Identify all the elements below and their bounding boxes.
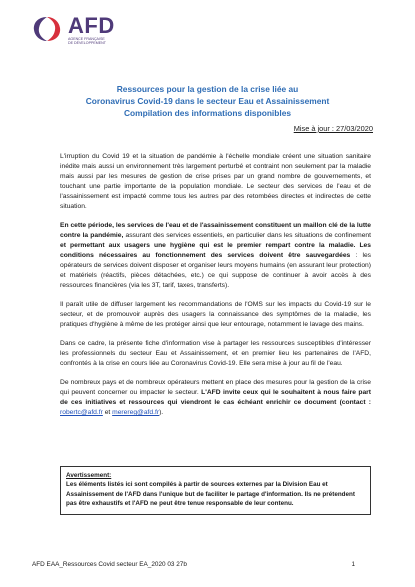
logo-tagline-line1: AGENCE FRANÇAISE — [68, 37, 105, 41]
paragraph-1: L'irruption du Covid 19 et la situation de pandémie à l'échelle mondiale créent une situation sanitaire inédite mais aussi un environnement très largement perturbé et contraint non seulement par la maladie mais aussi par les mesures de gestion de crise prises par un grand nombre de gouvernements, et touchant une partie importante de la population mondiale. Le secteur des services de l'eau et de l'assainissement est impacté comme tous les autres par des retombées directes et indirectes de cette situation. — [60, 153, 371, 210]
logo-tagline-line2: DE DÉVELOPPEMENT — [68, 41, 106, 45]
paragraph-3: Il paraît utile de diffuser largement les recommandations de l'OMS sur les impacts du Covid-19 sur le secteur, et de promouvoir auprès des usagers la connaissance des symptômes de la maladie, les pratiques d'hygiène à même de les protéger ainsi que leur entourage, notamment le lavage des mains. — [60, 301, 371, 328]
paragraph-5-bold: L'AFD invite ceux qui le souhaitent à nous faire part de ces initiatives et ressources qui viendront le cas échéant enrichir ce document — [60, 389, 371, 406]
paragraph-5 — [60, 378, 371, 418]
document-title — [40, 83, 375, 119]
paragraph-2-end: : les opérateurs de services doivent disposer et organiser leurs moyens humains (en assurant leur protection) et matériels (réactifs, pièces détachées, etc.) ce qui suppose de continuer à avoir accès à des ressources financières (via les 3T, tarif, taxes, transferts). — [60, 252, 372, 289]
afd-logo-mark-icon — [30, 14, 64, 44]
paragraph-2-bold-b: et permettant aux usagers une hygiène qui est le premier rempart contre la maladie. Les conditions nécessaires au fonctionnement des services doivent être sauvegardées — [60, 242, 371, 259]
page-number: 1 — [351, 561, 355, 568]
email-link-merereg[interactable]: merereg@afd.fr — [112, 409, 160, 416]
update-date-text: Mise à jour : 27/03/2020 — [293, 124, 373, 133]
footer-filename: AFD EAA_Ressources Covid secteur EA_2020 03 27b — [32, 561, 187, 568]
warning-title: Avertissement: — [66, 472, 112, 479]
paragraph-2-bold-a: En cette période, les services de l'eau et de l'assainissement constituent un maillon clé de la lutte contre la pandémie, — [60, 222, 371, 239]
update-date — [294, 124, 373, 133]
title-line3: Compilation des informations disponibles — [123, 108, 292, 118]
title-line1: Ressources pour la gestion de la crise liée au — [116, 84, 299, 94]
paragraph-5-close: ). — [159, 409, 164, 416]
warning-body: Les éléments listés ici sont compilés à partir de sources externes par la Division Eau et Assainissement de l'AFD dans l'unique but de faciliter le partage d'information. Ils ne prétendent pas être exhaustifs et l'AFD ne peut être tenue responsable de leur contenu. — [66, 481, 355, 508]
paragraph-2 — [60, 221, 371, 291]
email-link-robertc[interactable]: robertc@afd.fr — [60, 409, 103, 416]
paragraph-4: Dans ce cadre, la présente fiche d'information vise à partager les ressources susceptibles d'intéresser les professionnels du secteur Eau et Assainissement, et en premier lieu les partenaires de l'AFD, confrontés à la crise en cours liée au Coronavirus Covid-19. Elle sera mise à jour au fil de l'eau. — [60, 340, 371, 367]
title-line2: Coronavirus Covid-19 dans le secteur Eau et Assainissement — [85, 96, 330, 106]
paragraph-5-contact: (contact : — [336, 399, 372, 406]
paragraph-5-start: De nombreux pays et de nombreux opérateurs mettent en place des mesures pour la gestion de la crise qui peuvent concerner ou impacter le secteur. — [60, 379, 371, 396]
logo-tagline — [68, 37, 128, 45]
logo-name: AFD — [68, 13, 115, 38]
warning-box — [60, 466, 371, 515]
document-body — [60, 152, 371, 425]
afd-logo — [30, 14, 150, 46]
paragraph-5-and: et — [102, 409, 113, 416]
paragraph-2-mid: assurant des services essentiels, en particulier dans les situations de confinement — [123, 232, 371, 239]
